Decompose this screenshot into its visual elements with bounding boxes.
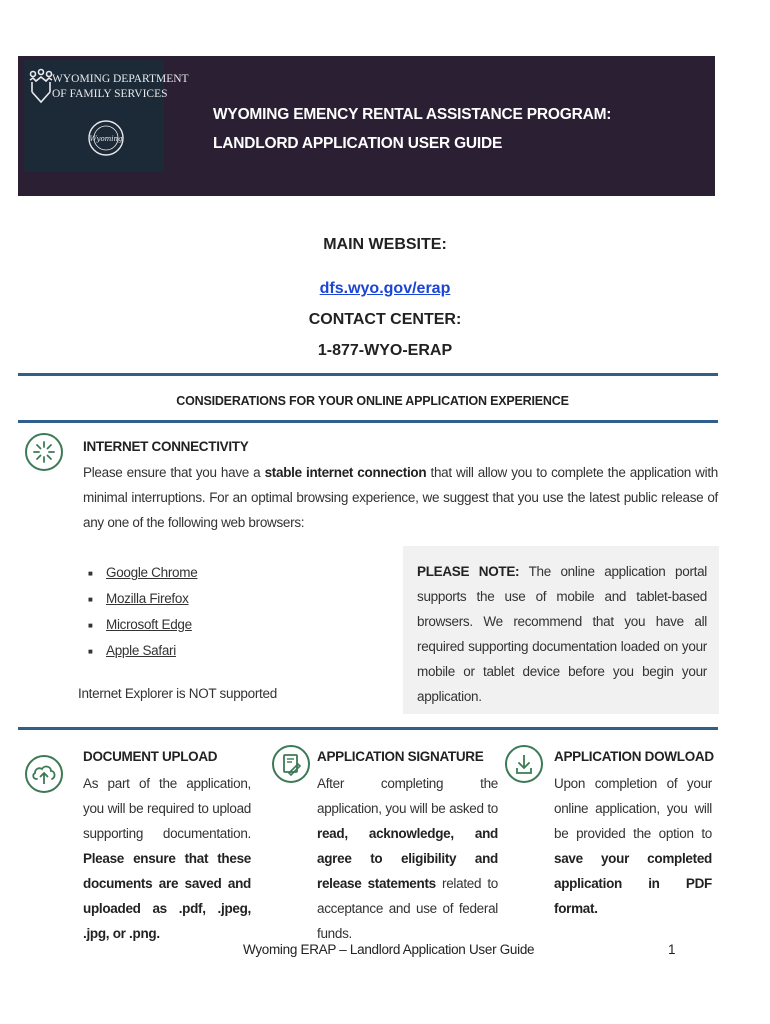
dfs-logo <box>24 60 189 172</box>
page-number: 1 <box>668 942 676 957</box>
contact-phone: 1-877-WYO-ERAP <box>317 342 453 359</box>
signature-text-1: After completing the application, you will be asked to <box>317 776 498 816</box>
download-text <box>554 771 712 921</box>
note-text <box>417 559 707 709</box>
logo-line-1: WYOMING DEPARTMENT <box>52 73 189 85</box>
list-item <box>88 612 197 638</box>
upload-text-1: As part of the application, you will be required to upload supporting documentation. <box>83 776 251 841</box>
browser-link-firefox[interactable]: Mozilla Firefox <box>106 590 189 606</box>
browser-link-safari[interactable]: Apple Safari <box>106 642 176 658</box>
title-line-2: LANDLORD APPLICATION USER GUIDE <box>213 135 503 152</box>
internet-heading: INTERNET CONNECTIVITY <box>83 439 249 454</box>
list-item <box>88 560 197 586</box>
seal-icon <box>86 116 126 160</box>
note-body: The online application portal supports the use of mobile and tablet-based browsers. We recommend that you have all required supporting documentation loaded on your mobile or tablet device before you begin your application. <box>417 564 707 704</box>
list-item <box>88 586 197 612</box>
signature-text <box>317 771 498 946</box>
internet-text <box>83 460 718 535</box>
divider-top <box>18 373 718 376</box>
bullet-icon: ■ <box>88 568 93 578</box>
title-line-1: WYOMING EMENCY RENTAL ASSISTANCE PROGRAM: <box>213 106 612 123</box>
document-sign-icon <box>272 745 310 783</box>
download-icon <box>505 745 543 783</box>
signature-text-bold: read, acknowledge, and agree to eligibility and release statements <box>317 826 498 891</box>
download-text-1: Upon completion of your online application, you will be provided the option to <box>554 776 712 841</box>
browser-link-edge[interactable]: Microsoft Edge <box>106 616 192 632</box>
download-text-bold: save your completed application in PDF format. <box>554 851 712 916</box>
internet-text-1: Please ensure that you have a <box>83 465 265 480</box>
upload-text-bold: Please ensure that these documents are saved and uploaded as .pdf, .jpeg, .jpg, or .png. <box>83 851 251 941</box>
page-title <box>213 100 611 158</box>
please-note-box <box>403 546 719 714</box>
footer-title: Wyoming ERAP – Landlord Application User Guide <box>243 942 535 957</box>
divider-considerations <box>18 420 718 423</box>
signature-heading: APPLICATION SIGNATURE <box>317 749 484 764</box>
family-figures-icon <box>28 68 54 104</box>
considerations-heading: CONSIDERATIONS FOR YOUR ONLINE APPLICATION EXPERIENCE <box>176 394 569 408</box>
seal-text: Wyoming <box>89 135 123 143</box>
upload-text <box>83 771 251 946</box>
website-link[interactable]: dfs.wyo.gov/erap <box>319 280 451 297</box>
note-label: PLEASE NOTE: <box>417 564 520 579</box>
download-heading: APPLICATION DOWLOAD <box>554 749 714 764</box>
upload-heading: DOCUMENT UPLOAD <box>83 749 218 764</box>
ie-not-supported-note: Internet Explorer is NOT supported <box>78 686 277 701</box>
internet-text-2: that will allow you to complete the application with minimal interruptions. For an optimal browsing experience, we suggest that you use the latest public release of any one of the following web browsers: <box>83 465 718 530</box>
loading-spinner-icon <box>25 433 63 471</box>
signature-text-2: related to acceptance and use of federal funds. <box>317 876 498 941</box>
cloud-upload-icon <box>25 755 63 793</box>
divider-bottom <box>18 727 718 730</box>
main-website-label: MAIN WEBSITE: <box>323 236 447 253</box>
header-banner <box>18 56 715 196</box>
logo-line-2: OF FAMILY SERVICES <box>52 88 168 100</box>
browser-link-chrome[interactable]: Google Chrome <box>106 565 198 580</box>
browser-list <box>88 560 197 664</box>
bullet-icon: ■ <box>88 594 93 604</box>
bullet-icon: ■ <box>88 620 93 630</box>
internet-text-bold: stable internet connection <box>264 465 427 480</box>
bullet-icon: ■ <box>88 646 93 656</box>
contact-center-label: CONTACT CENTER: <box>308 311 462 328</box>
list-item <box>88 638 197 664</box>
